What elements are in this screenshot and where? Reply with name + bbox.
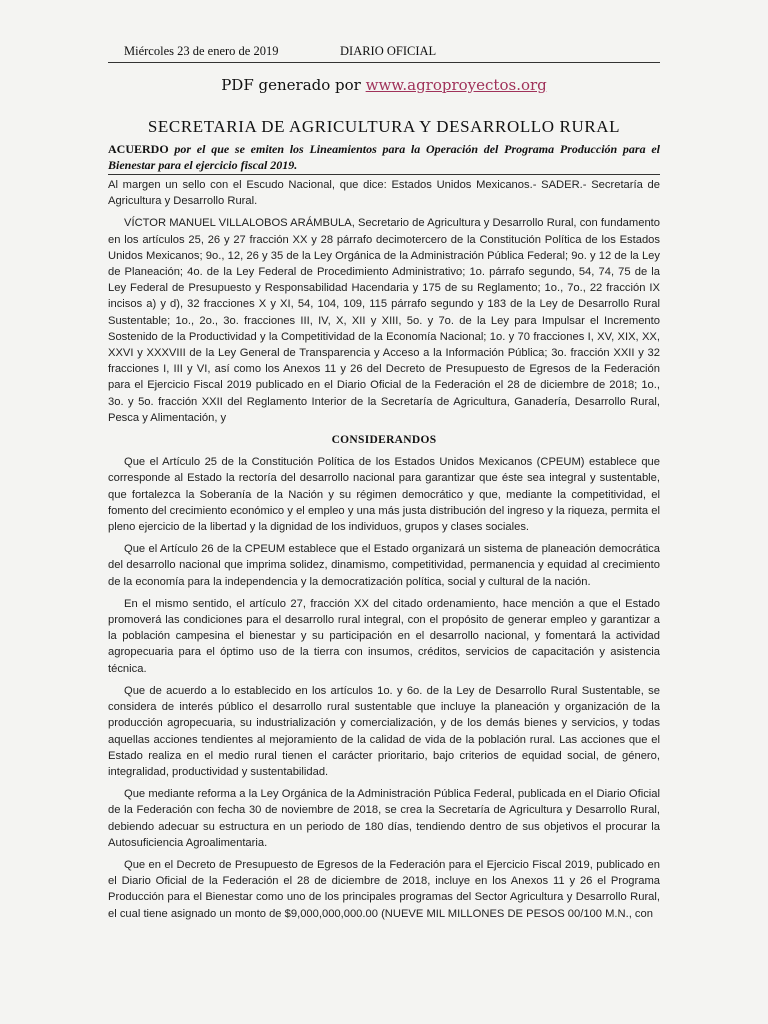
paragraph-considerando-3: En el mismo sentido, el artículo 27, fracción XX del citado ordenamiento, hace mención a que el Estado promoverá las condiciones para el desarrollo rural integral, con el propósito de generar empleo y garantizar a la población campesina el bienestar y su participación en el desarrollo nacional, y fomentará la actividad agropecuaria para el óptimo uso de la tierra con insumos, créditos, servicios de capacitación y asistencia técnica.: [108, 597, 660, 675]
agreement-lead: ACUERDO: [108, 142, 169, 156]
paragraph-considerando-1: Que el Artículo 25 de la Constitución Política de los Estados Unidos Mexicanos (CPEUM) establece que corresponde al Estado la rectoría del desarrollo nacional para garantizar que éste sea integral y sustentable, que fortalezca la Soberanía de la Nación y su régimen democrático y que, mediante la competitividad, el fomento del crecimiento económico y el empleo y una más justa distribución del ingreso y la riqueza, permita el pleno ejercicio de la libertad y la dignidad de los individuos, grupos y clases sociales.: [108, 456, 660, 534]
pdf-banner-link[interactable]: www.agroproyectos.org: [365, 76, 547, 94]
agreement-rule: [108, 174, 660, 175]
agreement-title: [108, 142, 660, 173]
section-title: SECRETARIA DE AGRICULTURA Y DESARROLLO RURAL: [147, 117, 621, 136]
document-body: [108, 177, 660, 928]
paragraph-legal-basis: VÍCTOR MANUEL VILLALOBOS ARÁMBULA, Secretario de Agricultura y Desarrollo Rural, con fundamento en los artículos 25, 26 y 27 fracción XX y 28 párrafo decimotercero de la Constitución Política de los Estados Unidos Mexicanos; 9o., 12, 26 y 35 de la Ley Orgánica de la Administración Pública Federal; 9o. y 12 de la Ley de Planeación; 4o. de la Ley Federal de Procedimiento Administrativo; 1o. párrafo segundo, 54, 74, 75 de la Ley Federal de Presupuesto y Responsabilidad Hacendaria y 175 de su Reglamento; 1o., 7o., 22 fracción IX incisos a) y d), 32 fracciones X y XI, 54, 104, 109, 115 párrafo segundo y 183 de la Ley de Desarrollo Rural Sustentable; 1o., 2o., 3o. fracciones III, IV, X, XII y XIII, 5o. y 7o. de la Ley para Impulsar el Incremento Sostenido de la Productividad y la Competitividad de la Economía Nacional; 1o. y 70 fracciones I, XV, XIX, XX, XXVI y XXXVIII de la Ley General de Transparencia y Acceso a la Información Pública; 3o. fracción XXII y 32 fracciones I, III y VI, así como los Anexos 11 y 26 del Decreto de Presupuesto de Egresos de la Federación para el Ejercicio Fiscal 2019 publicado en el Diario Oficial de la Federación el 28 de diciembre de 2018; 1o., 3o. y 5o. fracción XXII del Reglamento Interior de la Secretaría de Agricultura, Ganadería, Desarrollo Rural, Pesca y Alimentación, y: [108, 217, 660, 424]
paragraph-considerando-2: Que el Artículo 26 de la CPEUM establece que el Estado organizará un sistema de planeación democrática del desarrollo nacional que imprima solidez, dinamismo, competitividad, permanencia y equidad al crecimiento de la economía para la independencia y la democratización política, social y cultural de la nación.: [108, 543, 660, 588]
header-rule: [108, 62, 660, 63]
paragraph-considerando-5: Que mediante reforma a la Ley Orgánica de la Administración Pública Federal, publicada en el Diario Oficial de la Federación con fecha 30 de noviembre de 2018, se crea la Secretaría de Agricultura y Desarrollo Rural, debiendo adecuar su estructura en un periodo de 180 días, tendiendo dentro de sus objetivos el procurar la Autosuficiencia Agroalimentaria.: [108, 788, 660, 849]
agreement-text: por el que se emiten los Lineamientos para la Operación del Programa Producción para el Bienestar para el ejercicio fiscal 2019.: [108, 142, 660, 172]
considerandos-heading: CONSIDERANDOS: [331, 434, 437, 447]
header-publication: DIARIO OFICIAL: [340, 44, 437, 58]
pdf-banner: [0, 76, 768, 94]
paragraph-considerando-6: Que en el Decreto de Presupuesto de Egresos de la Federación para el Ejercicio Fiscal 2019, publicado en el Diario Oficial de la Federación el 28 de diciembre de 2018, incluye en los Anexos 11 y 26 el Programa Producción para el Bienestar como uno de los principales programas del Sector Agricultura y Desarrollo Rural, el cual tiene asignado un monto de $9,000,000,000.00 (NUEVE MIL MILLONES DE PESOS 00/100 M.N., con: [108, 858, 660, 920]
header-date: Miércoles 23 de enero de 2019: [124, 44, 279, 58]
pdf-banner-prefix: PDF generado por: [221, 76, 366, 94]
paragraph-considerando-4: Que de acuerdo a lo establecido en los artículos 1o. y 6o. de la Ley de Desarrollo Rural Sustentable, se considera de interés público el desarrollo rural sustentable que incluye la planeación y organización de la producción agropecuaria, su industrialización y comercialización, y de los demás bienes y servicios, y todas aquellas acciones tendientes al mejoramiento de la calidad de vida de la población rural. Las acciones que el Estado realiza en el medio rural tienen el carácter prioritario, bajo criterios de equidad social, de género, integralidad, productividad y sustentabilidad.: [108, 684, 660, 778]
paragraph-seal: Al margen un sello con el Escudo Nacional, que dice: Estados Unidos Mexicanos.- SADER.- Secretaría de Agricultura y Desarrollo Rural.: [108, 179, 660, 208]
